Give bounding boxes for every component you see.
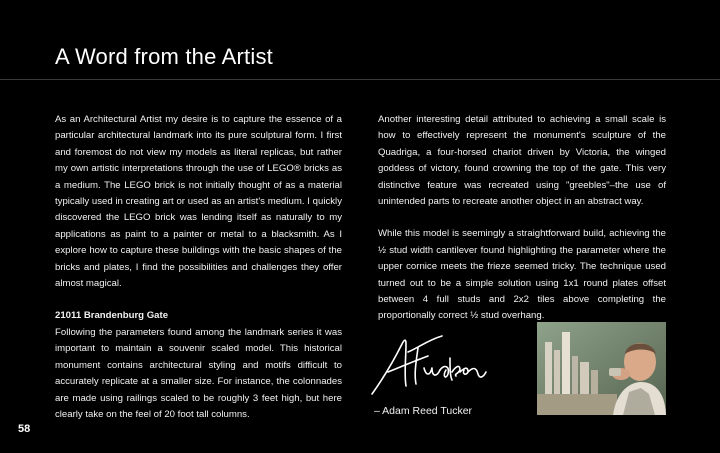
signature-image xyxy=(368,328,488,398)
artist-photo xyxy=(537,322,666,415)
quadriga-paragraph: Another interesting detail attributed to achieving a small scale is how to effectively represent the monument's sculpture of the Quadriga, a four-horsed chariot driven by Victoria, the winged goddess of victory, found crowning the top of the gate. This very distinctive feature was recreated using "greebles"–the use of unintended parts to recreate another object in an abstract way. xyxy=(378,114,666,208)
right-column xyxy=(378,112,666,325)
left-column xyxy=(55,112,342,423)
cantilever-paragraph: While this model is seemingly a straightforward build, achieving the ½ stud width cantilever found highlighting the parameter where the upper cornice meets the frieze seemed tricky. The technique used turned out to be a simple solution using 1x1 round plates offset between 4 full studs and 2x2 tiles above completing the proportionally correct ½ stud overhang. xyxy=(378,228,666,322)
brandenburg-paragraph: Following the parameters found among the landmark series it was important to maintain a souvenir scaled model. This historical monument contains architectural styling and motifs difficult to accurately replicate at a smaller size. For instance, the colonnades are made using railings scaled to be roughly 3 feet high, but here clearly take on the feel of 20 foot tall columns. xyxy=(55,326,342,420)
page-number: 58 xyxy=(18,423,31,435)
signature-caption: – Adam Reed Tucker xyxy=(374,405,473,417)
page-title: A Word from the Artist xyxy=(55,44,273,69)
section-subheading: 21011 Brandenburg Gate xyxy=(55,310,169,322)
header-divider xyxy=(0,79,720,80)
intro-paragraph: As an Architectural Artist my desire is to capture the essence of a particular architectural landmark into its pure sculptural form. I first and foremost do not view my models as literal replicas, but rather my own artistic interpretations through the use of LEGO® bricks as a medium. The LEGO brick is not initially thought of as a material typically used in creating art or used as an artist's medium. I quickly discovered the LEGO brick was lending itself as naturally to my applications as paint to a painter or metal to a blacksmith. As I explore how to capture these buildings with the basic shapes of the bricks and plates, I find the possibilities and challenges they offer almost magical. xyxy=(55,114,342,290)
